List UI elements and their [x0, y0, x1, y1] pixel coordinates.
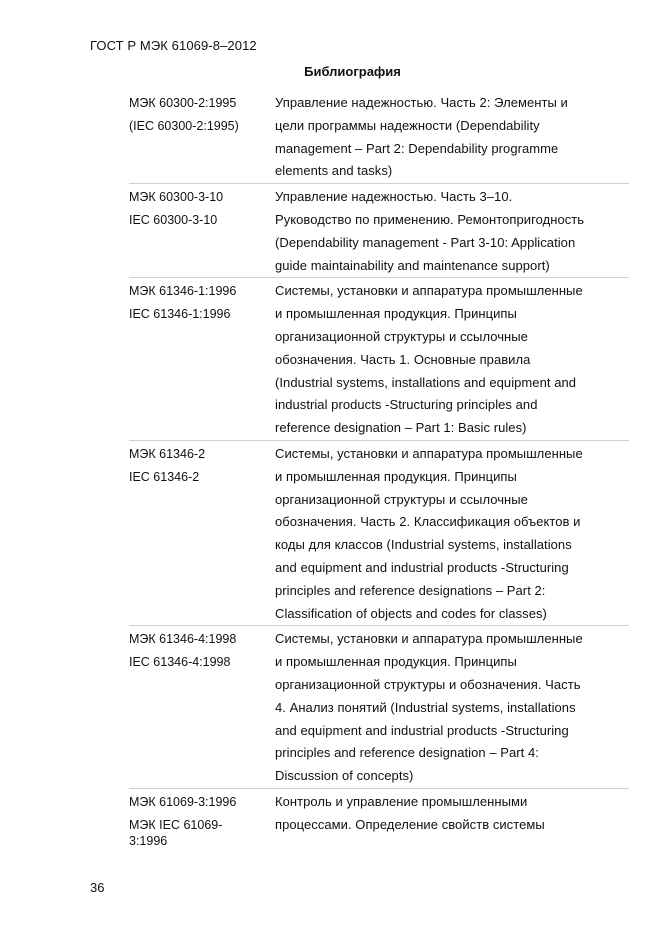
- bibliography-entry: [129, 92, 629, 183]
- entry-description: [275, 791, 629, 837]
- description-line: и промышленная продукция. Принципы: [275, 654, 517, 670]
- description-line: Контроль и управление промышленными: [275, 793, 528, 809]
- entry-codes: [129, 791, 275, 849]
- entry-description: [275, 443, 629, 625]
- description-line: обозначения. Часть 2. Классификация объектов и: [275, 514, 581, 530]
- description-line: Управление надежностью. Часть 2: Элементы и: [275, 95, 568, 110]
- entry-description: [275, 186, 629, 277]
- entry-code: МЭК 60300-3-10: [129, 190, 224, 205]
- description-line: industrial products -Structuring principles and: [275, 397, 538, 413]
- bibliography-entry: [129, 788, 629, 849]
- description-line: management – Part 2: Dependability programme: [275, 140, 559, 156]
- description-line: Управление надежностью. Часть 3–10.: [275, 189, 513, 205]
- description-line: principles and reference designation – Part 4:: [275, 745, 539, 761]
- entry-code: МЭК 61069-3:1996: [129, 794, 237, 809]
- description-line: guide maintainability and maintenance support): [275, 257, 550, 273]
- bibliography-entry: [129, 625, 629, 788]
- description-line: reference designation – Part 1: Basic rules): [275, 420, 527, 436]
- description-line: Discussion of concepts): [275, 768, 414, 784]
- description-line: (Dependability management - Part 3-10: Application: [275, 234, 576, 250]
- description-line: организационной структуры и обозначения. Часть: [275, 676, 581, 692]
- description-line: организационной структуры и ссылочные: [275, 328, 528, 344]
- entry-codes: [129, 92, 275, 138]
- description-line: elements and tasks): [275, 163, 393, 179]
- description-line: Системы, установки и аппаратура промышленные: [275, 631, 583, 647]
- entry-codes: [129, 443, 275, 489]
- description-line: и промышленная продукция. Принципы: [275, 306, 517, 322]
- description-line: principles and reference designations – Part 2:: [275, 582, 546, 598]
- description-line: Системы, установки и аппаратура промышленные: [275, 283, 583, 299]
- description-line: цели программы надежности (Dependability: [275, 117, 540, 133]
- description-line: and equipment and industrial products -Structuring: [275, 559, 569, 575]
- description-line: Руководство по применению. Ремонтопригодность: [275, 211, 585, 227]
- bibliography-entry: [129, 277, 629, 440]
- entry-code: IEC 61346-2: [129, 469, 200, 484]
- description-line: 4. Анализ понятий (Industrial systems, installations: [275, 699, 576, 715]
- entry-code: IEC 61346-1:1996: [129, 307, 231, 322]
- entry-codes: [129, 628, 275, 674]
- description-line: Classification of objects and codes for classes): [275, 605, 547, 621]
- document-header: ГОСТ Р МЭК 61069-8–2012: [90, 38, 257, 53]
- description-line: Системы, установки и аппаратура промышленные: [275, 445, 583, 461]
- bibliography-list: [129, 92, 629, 849]
- entry-code: IEC 61346-4:1998: [129, 655, 231, 670]
- entry-codes: [129, 186, 275, 232]
- description-line: организационной структуры и ссылочные: [275, 491, 528, 507]
- description-line: и промышленная продукция. Принципы: [275, 468, 517, 484]
- bibliography-title: Библиография: [304, 64, 401, 79]
- entry-code: МЭК IEC 61069-3:1996: [129, 817, 223, 848]
- bibliography-entry: [129, 183, 629, 277]
- entry-code: МЭК 61346-2: [129, 446, 206, 461]
- entry-code: (IEC 60300-2:1995): [129, 118, 239, 133]
- entry-description: [275, 280, 629, 440]
- page-number: 36: [90, 880, 105, 895]
- description-line: коды для классов (Industrial systems, installations: [275, 537, 572, 553]
- entry-code: МЭК 60300-2:1995: [129, 96, 237, 110]
- description-line: and equipment and industrial products -Structuring: [275, 722, 569, 738]
- description-line: (Industrial systems, installations and equipment and: [275, 374, 577, 390]
- entry-codes: [129, 280, 275, 326]
- entry-description: [275, 628, 629, 788]
- bibliography-entry: [129, 440, 629, 625]
- entry-description: [275, 92, 629, 183]
- description-line: обозначения. Часть 1. Основные правила: [275, 351, 531, 367]
- description-line: процессами. Определение свойств системы: [275, 816, 545, 832]
- entry-code: МЭК 61346-4:1998: [129, 632, 237, 647]
- entry-code: IEC 60300-3-10: [129, 212, 218, 227]
- entry-code: МЭК 61346-1:1996: [129, 284, 237, 299]
